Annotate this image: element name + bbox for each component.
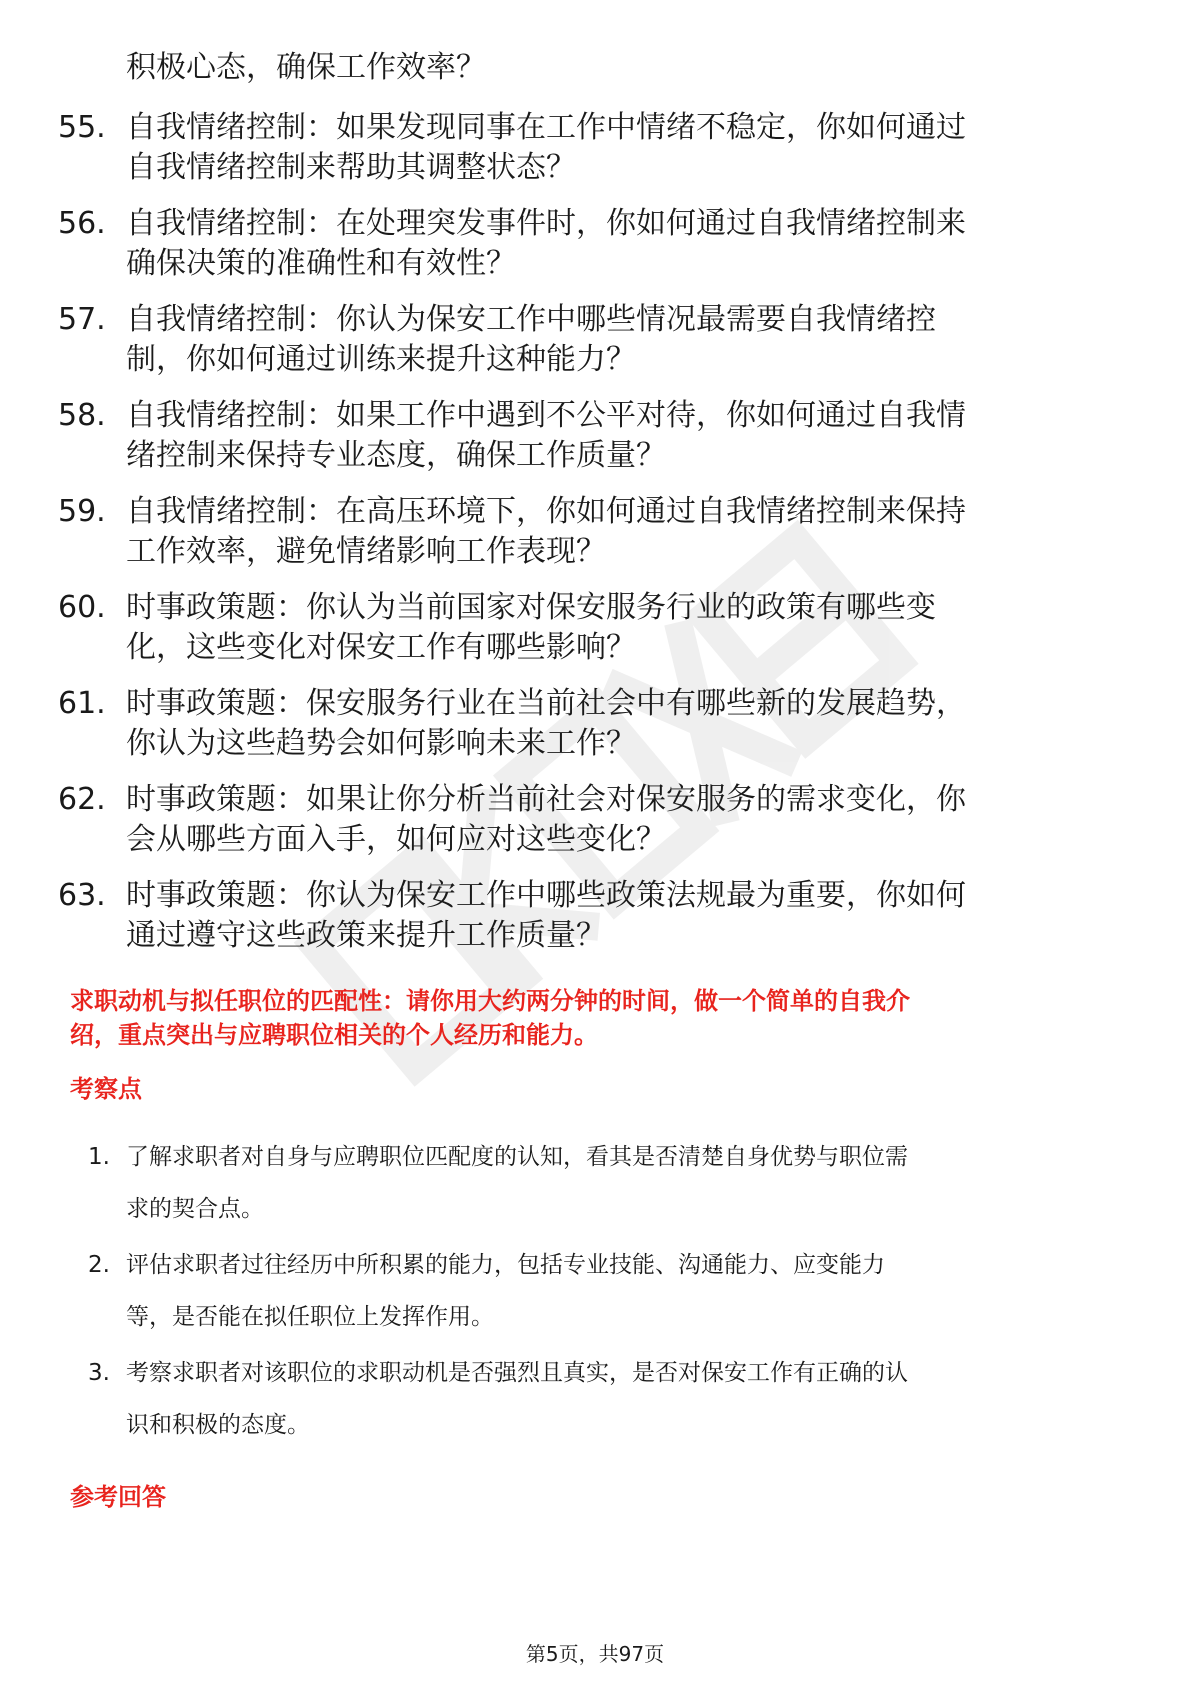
question-item (0, 876, 1190, 960)
assessment-point-number: 3. (88, 1360, 110, 1386)
section-heading (70, 984, 1130, 1052)
question-text-line: 时事政策题：你认为当前国家对保安服务行业的政策有哪些变 (126, 590, 936, 625)
question-text-line: 时事政策题：你认为保安工作中哪些政策法规最为重要，你如何 (126, 878, 966, 913)
question-text-line: 制，你如何通过训练来提升这种能力？ (126, 342, 636, 377)
question-number: 56. (58, 206, 106, 241)
question-text-line: 自我情绪控制：在处理突发事件时，你如何通过自我情绪控制来 (126, 206, 966, 241)
continuation-text: 积极心态，确保工作效率？ (126, 50, 486, 85)
question-text-line: 会从哪些方面入手，如何应对这些变化？ (126, 822, 666, 857)
question-text-line: 自我情绪控制：你认为保安工作中哪些情况最需要自我情绪控 (126, 302, 936, 337)
question-text-line: 自我情绪控制：在高压环境下，你如何通过自我情绪控制来保持 (126, 494, 966, 529)
assessment-point-number: 1. (88, 1144, 110, 1170)
assessment-point (0, 1140, 1190, 1260)
question-number: 62. (58, 782, 106, 817)
question-number: 55. (58, 110, 106, 145)
question-item (0, 780, 1190, 864)
assessment-point (0, 1356, 1190, 1476)
question-item (0, 684, 1190, 768)
assessment-point-line: 考察求职者对该职位的求职动机是否强烈且真实，是否对保安工作有正确的认 (126, 1360, 908, 1386)
question-number: 60. (58, 590, 106, 625)
section-heading-line: 绍，重点突出与应聘职位相关的个人经历和能力。 (70, 1021, 598, 1049)
question-text-line: 自我情绪控制：如果发现同事在工作中情绪不稳定，你如何通过 (126, 110, 966, 145)
assessment-point-line: 了解求职者对自身与应聘职位匹配度的认知，看其是否清楚自身优势与职位需 (126, 1144, 908, 1170)
question-text-line: 化，这些变化对保安工作有哪些影响？ (126, 630, 636, 665)
reference-answer-title: 参考回答 (70, 1483, 166, 1511)
question-text-line: 时事政策题：保安服务行业在当前社会中有哪些新的发展趋势， (126, 686, 966, 721)
assessment-point-line: 评估求职者过往经历中所积累的能力，包括专业技能、沟通能力、应变能力 (126, 1252, 885, 1278)
assessment-point-line: 识和积极的态度。 (126, 1412, 310, 1438)
question-number: 58. (58, 398, 106, 433)
question-item (0, 396, 1190, 480)
page-number-label: 第5页，共97页 (525, 1642, 665, 1666)
question-text-line: 通过遵守这些政策来提升工作质量？ (126, 918, 606, 953)
assessment-point-line: 等，是否能在拟任职位上发挥作用。 (126, 1304, 494, 1330)
assessment-point-line: 求的契合点。 (126, 1196, 264, 1222)
question-number: 59. (58, 494, 106, 529)
question-item (0, 108, 1190, 192)
question-text-line: 时事政策题：如果让你分析当前社会对保安服务的需求变化，你 (126, 782, 966, 817)
question-number: 63. (58, 878, 106, 913)
section-heading-line: 求职动机与拟任职位的匹配性：请你用大约两分钟的时间，做一个简单的自我介 (70, 987, 910, 1015)
question-item (0, 588, 1190, 672)
question-item (0, 204, 1190, 288)
question-number: 61. (58, 686, 106, 721)
question-item (0, 300, 1190, 384)
question-number: 57. (58, 302, 106, 337)
question-text-line: 绪控制来保持专业态度，确保工作质量？ (126, 438, 666, 473)
question-text-line: 自我情绪控制：如果工作中遇到不公平对待，你如何通过自我情 (126, 398, 966, 433)
question-text-line: 你认为这些趋势会如何影响未来工作？ (126, 726, 636, 761)
question-text-line: 自我情绪控制来帮助其调整状态？ (126, 150, 576, 185)
question-text-line: 确保决策的准确性和有效性？ (126, 246, 516, 281)
question-text-line: 工作效率，避免情绪影响工作表现？ (126, 534, 606, 569)
page-footer (0, 1640, 1190, 1668)
assessment-point (0, 1248, 1190, 1368)
assessment-title: 考察点 (70, 1075, 142, 1103)
assessment-point-number: 2. (88, 1252, 110, 1278)
question-item (0, 492, 1190, 576)
